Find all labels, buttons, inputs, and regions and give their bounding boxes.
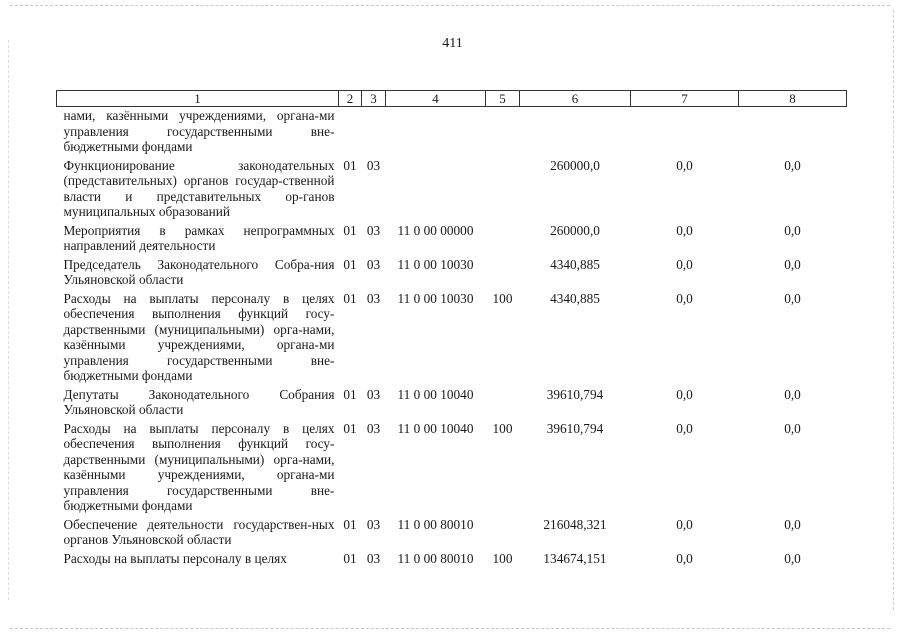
target-article-code xyxy=(386,107,486,157)
amount-col8: 0,0 xyxy=(784,157,801,173)
item-name: Расходы на выплаты персоналу в целях обеспечения выполнения функций госу-дарственными (муниципальными) орга-нами, казёнными учреждениями, органа-ми управления государственными вне-бюджетными фондами xyxy=(63,420,335,513)
target-article-code: 11 0 00 80010 xyxy=(397,550,474,566)
item-name: Председатель Законодательного Собра-ния Ульяновской области xyxy=(63,256,335,287)
item-name: Расходы на выплаты персоналу в целях обеспечения выполнения функций госу-дарственными (муниципальными) орга-нами, казёнными учреждениями, органа-ми управления государственными вне-бюджетными фондами xyxy=(63,290,335,383)
amount-col6: 39610,794 xyxy=(546,386,604,402)
column-header-7: 7 xyxy=(631,91,739,107)
column-header-2: 2 xyxy=(339,91,362,107)
section-code: 01 xyxy=(343,256,357,272)
expense-type-code xyxy=(486,386,520,420)
expense-type-code xyxy=(486,157,520,222)
section-code: 01 xyxy=(343,290,357,306)
subsection-code: 03 xyxy=(366,420,381,436)
amount-col6: 260000,0 xyxy=(550,222,600,238)
item-name: Расходы на выплаты персоналу в целях xyxy=(63,550,287,566)
scan-edge-top xyxy=(10,5,890,6)
table-row xyxy=(57,157,847,222)
amount-col7: 0,0 xyxy=(676,256,693,272)
expense-type-code xyxy=(486,516,520,550)
amount-col6: 260000,0 xyxy=(550,157,600,173)
amount-col8: 0,0 xyxy=(784,386,801,402)
section-code: 01 xyxy=(343,222,357,238)
column-header-3: 3 xyxy=(362,91,386,107)
target-article-code: 11 0 00 00000 xyxy=(397,222,474,238)
amount-col7: 0,0 xyxy=(676,290,693,306)
scan-edge-bottom xyxy=(10,628,890,629)
amount-col7: 0,0 xyxy=(676,386,693,402)
expense-type-code: 100 xyxy=(492,290,513,306)
expense-type-code: 100 xyxy=(492,420,513,436)
item-name: Мероприятия в рамках непрограммных направлений деятельности xyxy=(63,222,335,253)
subsection-code: 03 xyxy=(366,386,381,402)
target-article-code: 11 0 00 80010 xyxy=(397,516,474,532)
amount-col6: 216048,321 xyxy=(543,516,607,532)
section-code: 01 xyxy=(343,157,357,173)
amount-col6: 4340,885 xyxy=(550,256,600,272)
amount-col8 xyxy=(739,107,847,157)
table-row xyxy=(57,256,847,290)
amount-col8: 0,0 xyxy=(784,222,801,238)
column-header-4: 4 xyxy=(386,91,486,107)
amount-col8: 0,0 xyxy=(784,290,801,306)
table-row xyxy=(57,550,847,569)
target-article-code: 11 0 00 10030 xyxy=(397,290,474,306)
expense-type-code xyxy=(486,107,520,157)
amount-col7: 0,0 xyxy=(676,516,693,532)
section-code: 01 xyxy=(343,420,357,436)
amount-col8: 0,0 xyxy=(784,550,801,566)
subsection-code: 03 xyxy=(366,157,381,173)
amount-col7: 0,0 xyxy=(676,550,693,566)
item-name: Обеспечение деятельности государствен-ных органов Ульяновской области xyxy=(63,516,335,547)
column-header-1: 1 xyxy=(57,91,339,107)
subsection-code: 03 xyxy=(366,516,381,532)
column-header-6: 6 xyxy=(520,91,631,107)
amount-col7: 0,0 xyxy=(676,420,693,436)
table-row xyxy=(57,386,847,420)
item-name: Депутаты Законодательного Собрания Ульяновской области xyxy=(63,386,335,417)
section-code: 01 xyxy=(343,516,357,532)
scan-edge-right xyxy=(893,10,894,610)
target-article-code: 11 0 00 10030 xyxy=(397,256,474,272)
expense-type-code xyxy=(486,222,520,256)
table-row xyxy=(57,107,847,157)
section-code: 01 xyxy=(343,386,357,402)
page-number: 411 xyxy=(442,36,463,51)
section-code xyxy=(339,107,362,157)
amount-col6: 39610,794 xyxy=(546,420,604,436)
target-article-code: 11 0 00 10040 xyxy=(397,420,474,436)
subsection-code: 03 xyxy=(366,256,381,272)
amount-col7 xyxy=(631,107,739,157)
item-name: нами, казёнными учреждениями, органа-ми управления государственными вне-бюджетными фондами xyxy=(63,108,335,154)
amount-col6: 4340,885 xyxy=(550,290,600,306)
table-row xyxy=(57,222,847,256)
target-article-code: 11 0 00 10040 xyxy=(397,386,474,402)
budget-table xyxy=(56,90,847,568)
table-row xyxy=(57,516,847,550)
subsection-code: 03 xyxy=(366,222,381,238)
table-row xyxy=(57,420,847,516)
amount-col7: 0,0 xyxy=(676,222,693,238)
column-header-8: 8 xyxy=(739,91,847,107)
item-name: Функционирование законодательных (представительных) органов государ-ственной власти и представительных ор-ганов муниципальных образований xyxy=(63,157,335,219)
amount-col8: 0,0 xyxy=(784,256,801,272)
amount-col7: 0,0 xyxy=(676,157,693,173)
column-number-row xyxy=(57,91,847,107)
expense-type-code xyxy=(486,256,520,290)
subsection-code xyxy=(362,107,386,157)
amount-col8: 0,0 xyxy=(784,516,801,532)
scan-edge-left xyxy=(8,40,9,600)
amount-col6 xyxy=(520,107,631,157)
subsection-code: 03 xyxy=(366,550,381,566)
column-header-5: 5 xyxy=(486,91,520,107)
subsection-code: 03 xyxy=(366,290,381,306)
expense-type-code: 100 xyxy=(492,550,513,566)
target-article-code xyxy=(386,157,486,222)
amount-col6: 134674,151 xyxy=(543,550,607,566)
section-code: 01 xyxy=(343,550,357,566)
table-row xyxy=(57,290,847,386)
amount-col8: 0,0 xyxy=(784,420,801,436)
